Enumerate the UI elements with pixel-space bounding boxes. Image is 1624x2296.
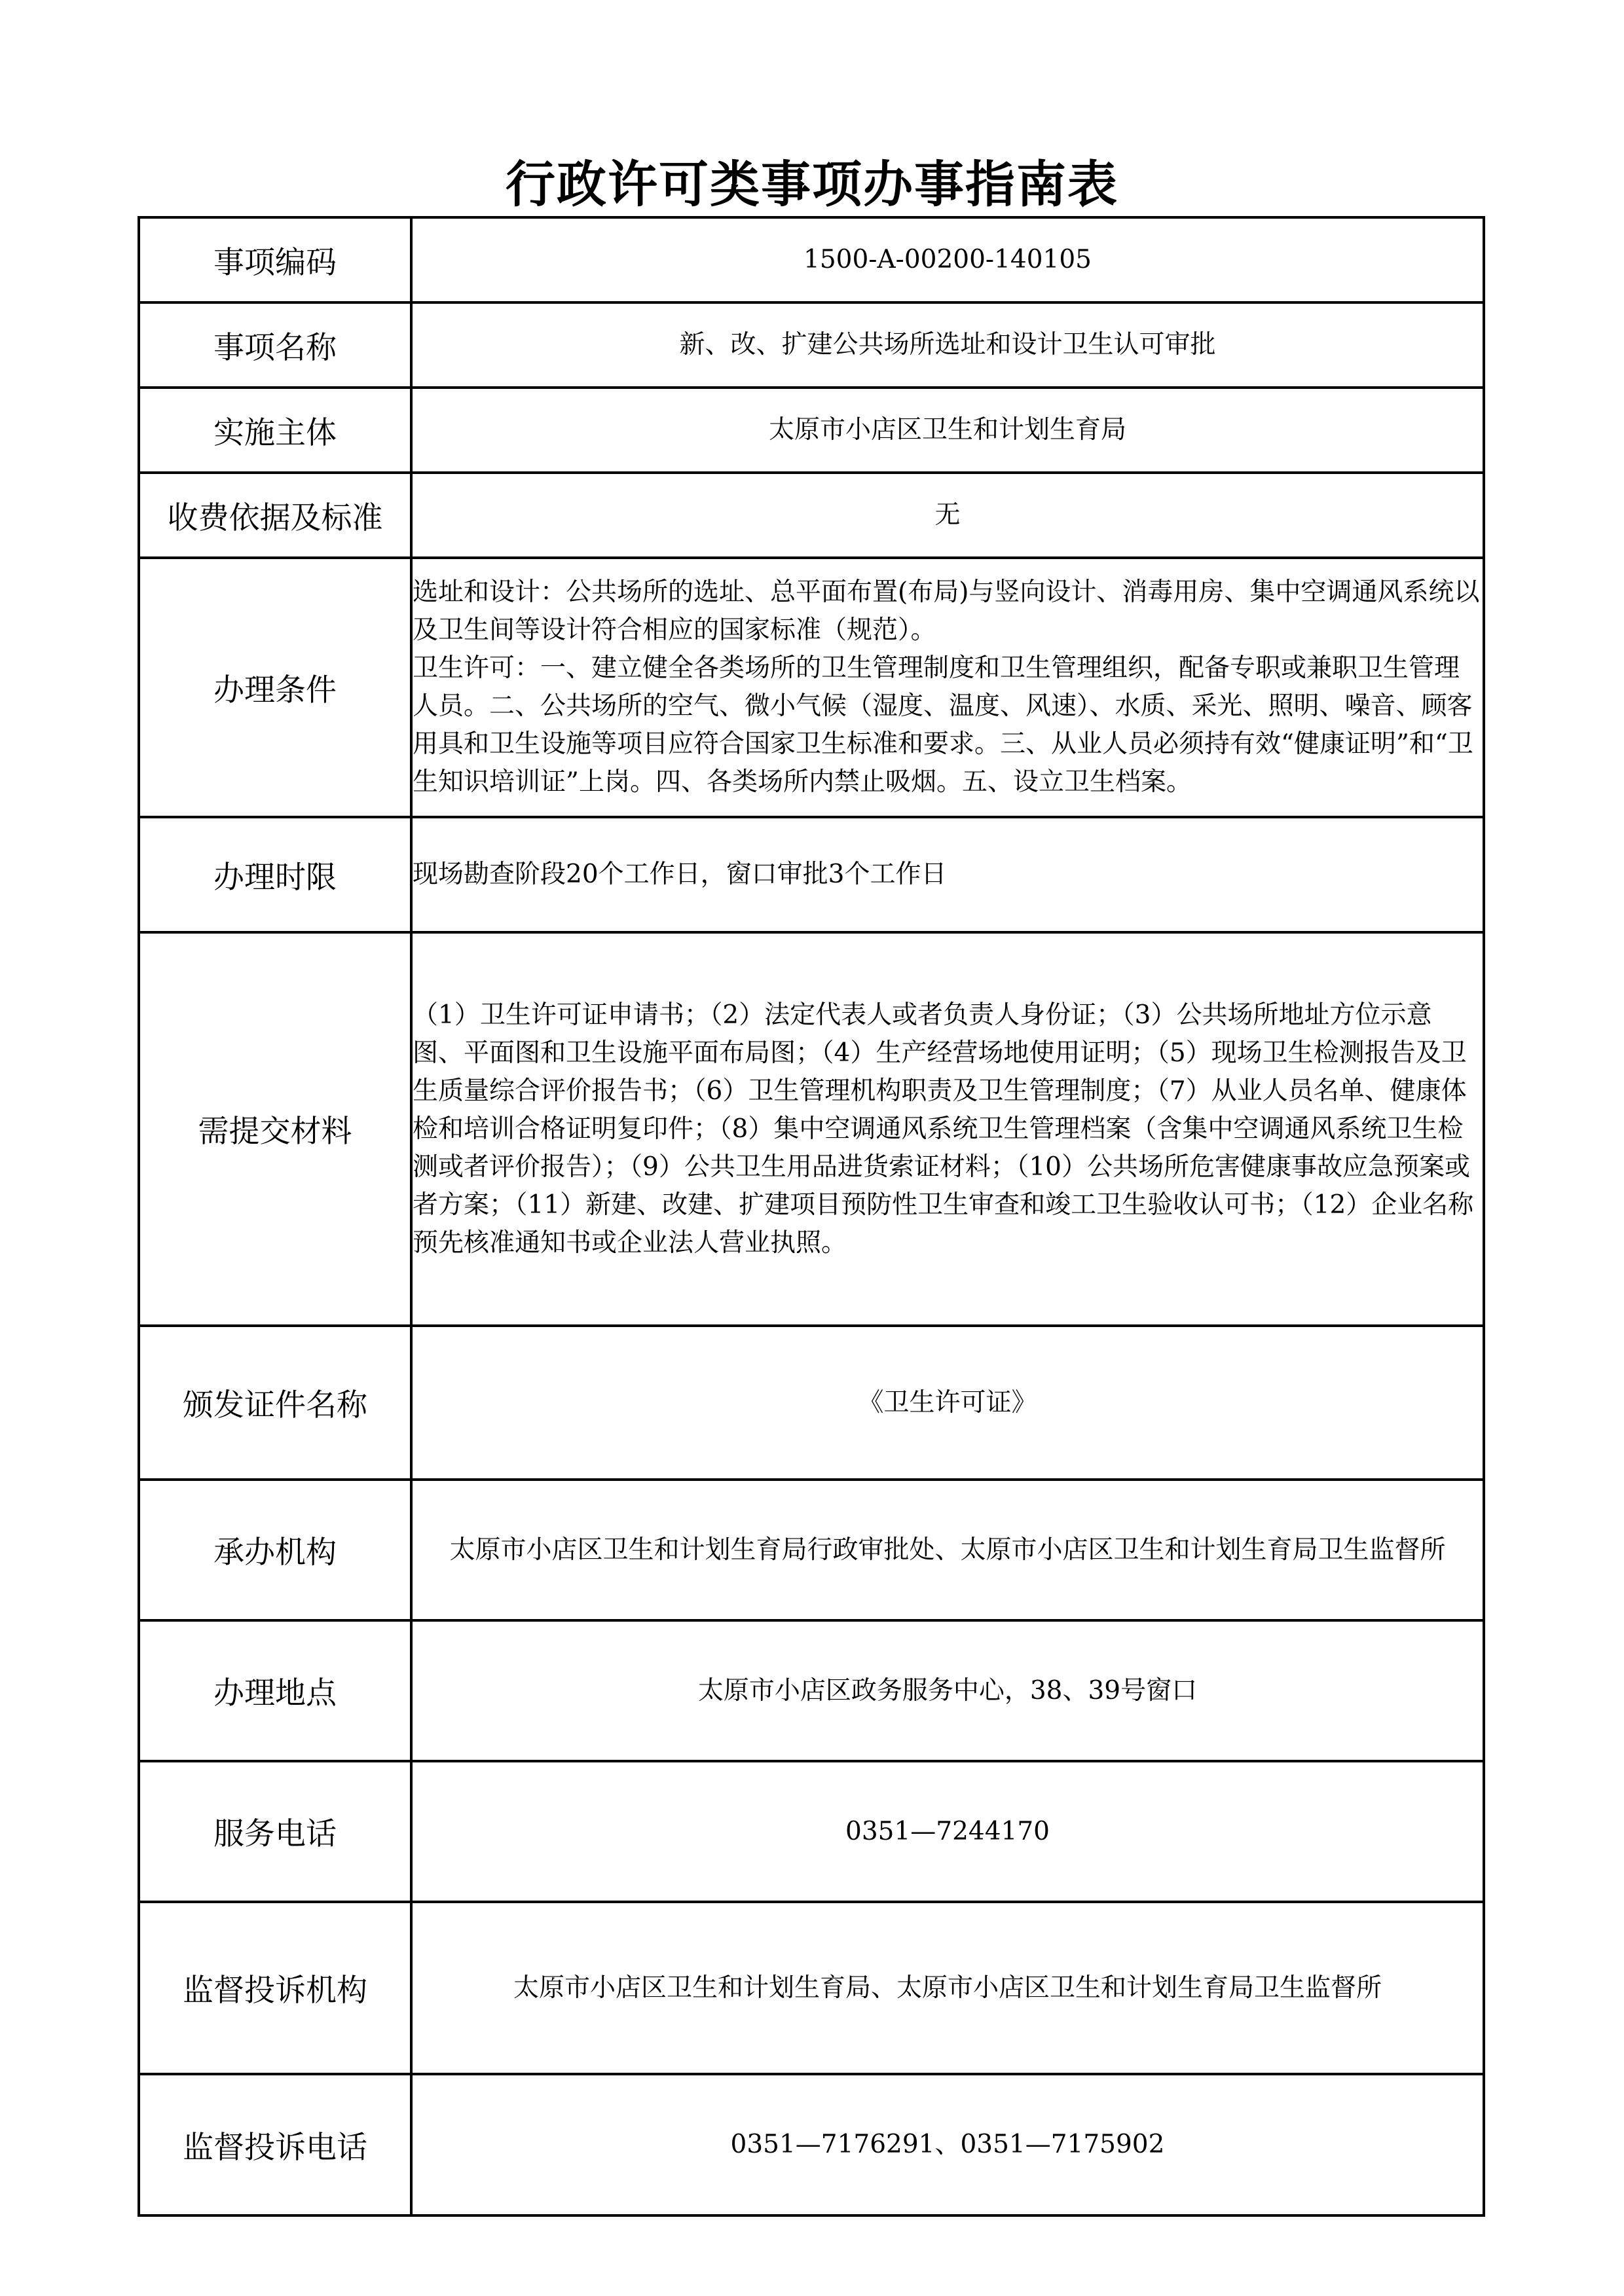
- fee-basis-value: 无: [411, 473, 1484, 558]
- item-code-value: 1500-A-00200-140105: [411, 217, 1484, 302]
- row-label-implementing-body: 实施主体: [139, 388, 411, 473]
- table-row: [139, 388, 1484, 473]
- handling-agency-value: 太原市小店区卫生和计划生育局行政审批处、太原市小店区卫生和计划生育局卫生监督所: [411, 1480, 1484, 1620]
- table-row: [139, 302, 1484, 388]
- implementing-body-value: 太原市小店区卫生和计划生育局: [411, 388, 1484, 473]
- guide-table: [138, 216, 1485, 2217]
- materials-value: （1）卫生许可证申请书；（2）法定代表人或者负责人身份证；（3）公共场所地址方位示意图、平面图和卫生设施平面布局图；（4）生产经营场地使用证明；（5）现场卫生检测报告及卫生质量综合评价报告书；（6）卫生管理机构职责及卫生管理制度；（7）从业人员名单、健康体检和培训合格证明复印件；（8）集中空调通风系统卫生管理档案（含集中空调通风系统卫生检测或者评价报告）；（9）公共卫生用品进货索证材料；（10）公共场所危害健康事故应急预案或者方案；（11）新建、改建、扩建项目预防性卫生审查和竣工卫生验收认可书；（12）企业名称预先核准通知书或企业法人营业执照。: [411, 932, 1484, 1326]
- table-row: [139, 217, 1484, 302]
- time-limit-value: 现场勘查阶段20个工作日，窗口审批3个工作日: [411, 817, 1484, 932]
- item-name-value: 新、改、扩建公共场所选址和设计卫生认可审批: [411, 302, 1484, 388]
- table-row: [139, 932, 1484, 1326]
- row-label-fee-basis: 收费依据及标准: [139, 473, 411, 558]
- location-value: 太原市小店区政务服务中心，38、39号窗口: [411, 1620, 1484, 1761]
- certificate-name-value: 《卫生许可证》: [411, 1326, 1484, 1480]
- table-row: [139, 473, 1484, 558]
- conditions-value: 选址和设计：公共场所的选址、总平面布置(布局)与竖向设计、消毒用房、集中空调通风系统以及卫生间等设计符合相应的国家标准（规范）。 卫生许可：一、建立健全各类场所的卫生管理制度和卫生管理组织，配备专职或兼职卫生管理人员。二、公共场所的空气、微小气候（湿度、温度、风速）、水质、采光、照明、噪音、顾客用具和卫生设施等项目应符合国家卫生标准和要求。三、从业人员必须持有效“健康证明”和“卫生知识培训证”上岗。四、各类场所内禁止吸烟。五、设立卫生档案。: [411, 558, 1484, 817]
- row-label-service-phone: 服务电话: [139, 1761, 411, 1902]
- row-label-complaint-agency: 监督投诉机构: [139, 1902, 411, 2074]
- service-phone-value: 0351—7244170: [411, 1761, 1484, 1902]
- page-title: 行政许可类事项办事指南表: [506, 155, 1118, 213]
- row-label-certificate-name: 颁发证件名称: [139, 1326, 411, 1480]
- row-label-handling-agency: 承办机构: [139, 1480, 411, 1620]
- table-row: [139, 1326, 1484, 1480]
- complaint-agency-value: 太原市小店区卫生和计划生育局、太原市小店区卫生和计划生育局卫生监督所: [411, 1902, 1484, 2074]
- row-label-item-code: 事项编码: [139, 217, 411, 302]
- table-row: [139, 1480, 1484, 1620]
- row-label-item-name: 事项名称: [139, 302, 411, 388]
- table-row: [139, 1761, 1484, 1902]
- table-row: [139, 2074, 1484, 2215]
- row-label-complaint-phone: 监督投诉电话: [139, 2074, 411, 2215]
- row-label-materials: 需提交材料: [139, 932, 411, 1326]
- table-row: [139, 1620, 1484, 1761]
- table-row: [139, 1902, 1484, 2074]
- table-row: [139, 817, 1484, 932]
- row-label-time-limit: 办理时限: [139, 817, 411, 932]
- table-row: [139, 558, 1484, 817]
- row-label-conditions: 办理条件: [139, 558, 411, 817]
- complaint-phone-value: 0351—7176291、0351—7175902: [411, 2074, 1484, 2215]
- row-label-location: 办理地点: [139, 1620, 411, 1761]
